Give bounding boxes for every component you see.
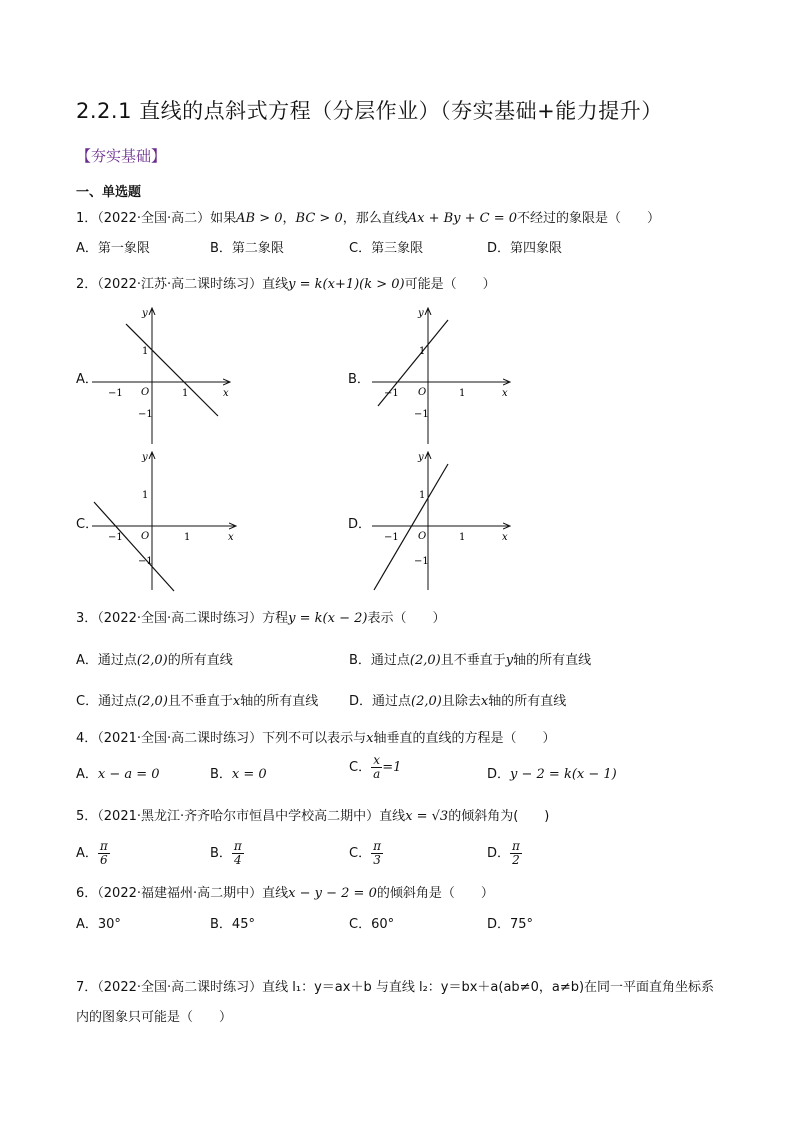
question-6: 6．（2022·福建福州·高二期中）直线x − y − 2 = 0的倾斜角是（ ） — [76, 886, 494, 901]
tick-x-neg: −1 — [108, 388, 123, 399]
origin-label: O — [141, 387, 150, 398]
x-label: x — [223, 388, 229, 399]
tick-y-neg: −1 — [414, 409, 429, 420]
q6-option-a: A．30° — [76, 917, 121, 932]
y-label: y — [142, 452, 148, 463]
question-7: 7．（2022·全国·高二课时练习）直线 l₁：y＝ax＋b 与直线 l₂：y＝bx＋a(ab≠0，a≠b)在同一平面直角坐标系 — [76, 980, 715, 995]
question-3: 3．（2022·全国·高二课时练习）方程y = k(x − 2)表示（ ） — [76, 611, 446, 626]
q6-option-c: C．60° — [349, 917, 395, 932]
q5-option-d: D． $\frac{\pi}{2}$ — [487, 839, 520, 867]
fraction: $\frac{\pi}{2}$ — [512, 839, 520, 867]
fraction: $\frac{\pi}{4}$ — [233, 839, 242, 867]
tick-x-pos: 1 — [459, 388, 466, 399]
page-title: 2.2.1 直线的点斜式方程（分层作业）（夯实基础+能力提升） — [76, 99, 663, 123]
section-heading: 【夯实基础】 — [76, 147, 167, 165]
graph-line — [94, 502, 174, 591]
tick-y-neg: −1 — [414, 556, 429, 567]
tick-y-pos: 1 — [142, 346, 149, 357]
q2-label-c: C． — [76, 517, 99, 532]
tick-x-neg: −1 — [384, 388, 399, 399]
question-4: 4．（2021·全国·高二课时练习）下列不可以表示与x轴垂直的直线的方程是（ ） — [76, 731, 556, 746]
q2-label-d: D． — [348, 517, 372, 532]
y-label: y — [142, 308, 148, 319]
question-1: 1．（2022·全国·高二）如果AB > 0，BC > 0，那么直线Ax + By + C = 0不经过的象限是（ ） — [76, 211, 661, 226]
q3-option-d: D．通过点(2,0)且除去x轴的所有直线 — [349, 694, 567, 709]
q4-option-a: A．x − a = 0 — [76, 767, 160, 782]
tick-y-neg: −1 — [138, 409, 153, 420]
tick-x-neg: −1 — [108, 532, 123, 543]
q5-option-a: A． $\frac{\pi}{6}$ — [76, 839, 108, 867]
tick-y-pos: 1 — [419, 490, 426, 501]
fraction: $\frac{\pi}{6}$ — [99, 839, 108, 867]
q1-option-c: C．第三象限 — [349, 241, 424, 256]
tick-x-pos: 1 — [182, 388, 189, 399]
origin-label: O — [418, 531, 427, 542]
q2-graph-b — [364, 302, 514, 447]
q5-option-c: C． $\frac{\pi}{3}$ — [349, 839, 381, 867]
q3-option-a: A．通过点(2,0)的所有直线 — [76, 653, 233, 668]
tick-y-pos: 1 — [419, 346, 426, 357]
graph-line — [126, 324, 218, 416]
q2-graph-d — [364, 448, 514, 593]
q3-option-c: C．通过点(2,0)且不垂直于x轴的所有直线 — [76, 694, 319, 709]
tick-y-neg: −1 — [138, 556, 153, 567]
subsection-heading: 一、单选题 — [76, 185, 142, 200]
origin-label: O — [418, 387, 427, 398]
question-2: 2．（2022·江苏·高二课时练习）直线y = k(x+1)(k > 0)可能是（ ） — [76, 277, 496, 292]
x-label: x — [502, 388, 508, 399]
fraction: $\frac{x}{a}$ — [373, 753, 381, 781]
tick-x-pos: 1 — [459, 532, 466, 543]
q1-option-b: B．第二象限 — [210, 241, 284, 256]
question-5: 5．（2021·黑龙江·齐齐哈尔市恒昌中学校高二期中）直线x = √3的倾斜角为( ) — [76, 809, 550, 824]
q6-option-d: D．75° — [487, 917, 534, 932]
y-label: y — [418, 308, 424, 319]
q1-option-a: A．第一象限 — [76, 241, 150, 256]
q2-graph-c — [90, 448, 240, 593]
q4-option-b: B．x = 0 — [210, 767, 267, 782]
origin-label: O — [141, 531, 150, 542]
graph-line — [374, 464, 448, 590]
q2-graph-a — [90, 302, 240, 447]
x-label: x — [228, 532, 234, 543]
q6-option-b: B．45° — [210, 917, 255, 932]
q5-option-b: B． $\frac{\pi}{4}$ — [210, 839, 242, 867]
tick-x-pos: 1 — [184, 532, 191, 543]
fraction: $\frac{\pi}{3}$ — [373, 839, 381, 867]
q4-option-c: C． $\frac{x}{a}$ =1 — [349, 753, 402, 781]
tick-y-pos: 1 — [142, 490, 149, 501]
q4-option-d: D．y − 2 = k(x − 1) — [487, 767, 617, 782]
x-label: x — [502, 532, 508, 543]
q2-label-a: A． — [76, 372, 98, 387]
q1-option-d: D．第四象限 — [487, 241, 563, 256]
y-label: y — [418, 452, 424, 463]
q3-option-b: B．通过点(2,0)且不垂直于y轴的所有直线 — [349, 653, 592, 668]
tick-x-neg: −1 — [384, 532, 399, 543]
question-7-continued: 内的图象只可能是（ ） — [76, 1010, 233, 1025]
q2-label-b: B． — [348, 372, 370, 387]
